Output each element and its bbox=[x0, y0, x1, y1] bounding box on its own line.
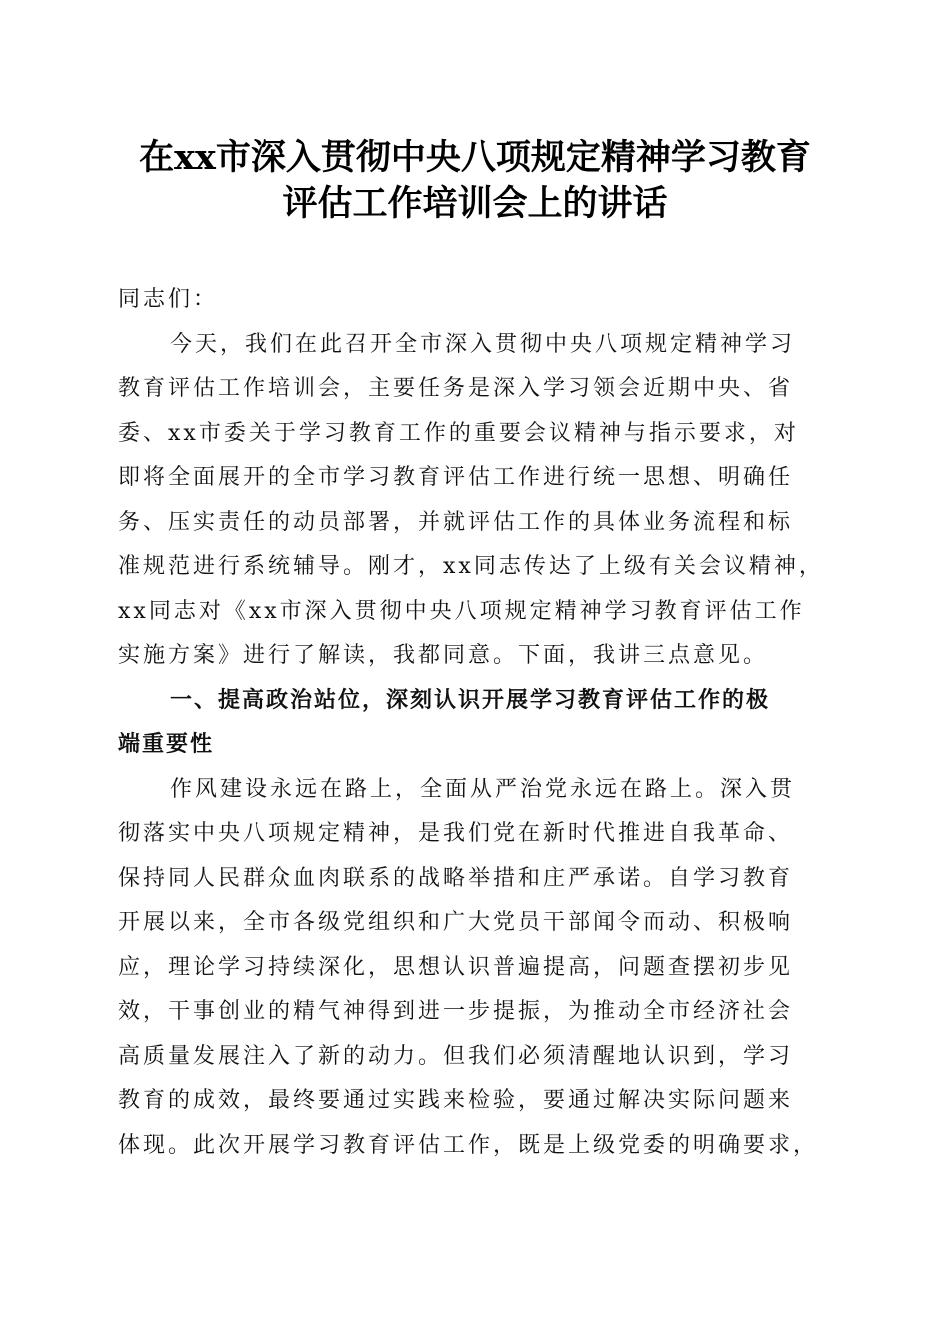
paragraph-1-line: 教育评估工作培训会，主要任务是深入学习领会近期中央、省 bbox=[118, 376, 794, 401]
paragraph-1-line: xx同志对《xx市深入贯彻中央八项规定精神学习教育评估工作 bbox=[118, 598, 805, 624]
document-body bbox=[118, 278, 830, 1168]
paragraph-2-line: 彻落实中央八项规定精神，是我们党在新时代推进自我革命、 bbox=[118, 821, 794, 846]
paragraph-2-line: 效，干事创业的精气神得到进一步提振，为推动全市经济社会 bbox=[118, 999, 794, 1024]
title-line-1: 在xx市深入贯彻中央八项规定精神学习教育 bbox=[139, 137, 811, 178]
paragraph-1-line: 准规范进行系统辅导。刚才，xx同志传达了上级有关会议精神， bbox=[118, 554, 824, 579]
paragraph-1-line: 委、xx市委关于学习教育工作的重要会议精神与指示要求，对 bbox=[118, 420, 799, 446]
paragraph-1-line: 务、压实责任的动员部署，并就评估工作的具体业务流程和标 bbox=[118, 509, 794, 535]
section-1-heading: 一、提高政治站位，深刻认识开展学习教育评估工作的极 bbox=[170, 687, 771, 713]
paragraph-2-line: 体现。此次开展学习教育评估工作，既是上级党委的明确要求， bbox=[118, 1132, 819, 1158]
paragraph-2-line: 作风建设永远在路上，全面从严治党永远在路上。深入贯 bbox=[170, 776, 796, 802]
paragraph-2-line: 教育的成效，最终要通过实践来检验，要通过解决实际问题来 bbox=[118, 1088, 794, 1113]
paragraph-2-line: 高质量发展注入了新的动力。但我们必须清醒地认识到，学习 bbox=[118, 1043, 794, 1069]
paragraph-2-line: 应，理论学习持续深化，思想认识普遍提高，问题查摆初步见 bbox=[118, 954, 794, 980]
salutation: 同志们： bbox=[118, 287, 219, 312]
paragraph-1-line: 即将全面展开的全市学习教育评估工作进行统一思想、明确任 bbox=[118, 465, 794, 490]
document-title bbox=[60, 135, 890, 227]
paragraph-1-line: 今天，我们在此召开全市深入贯彻中央八项规定精神学习 bbox=[170, 331, 796, 357]
section-1-heading: 端重要性 bbox=[118, 732, 215, 757]
paragraph-1-line: 实施方案》进行了解读，我都同意。下面，我讲三点意见。 bbox=[118, 643, 769, 668]
paragraph-2-line: 开展以来，全市各级党组织和广大党员干部闻令而动、积极响 bbox=[118, 910, 794, 935]
title-line-2: 评估工作培训会上的讲话 bbox=[282, 183, 668, 224]
paragraph-2-line: 保持同人民群众血肉联系的战略举措和庄严承诺。自学习教育 bbox=[118, 865, 794, 891]
